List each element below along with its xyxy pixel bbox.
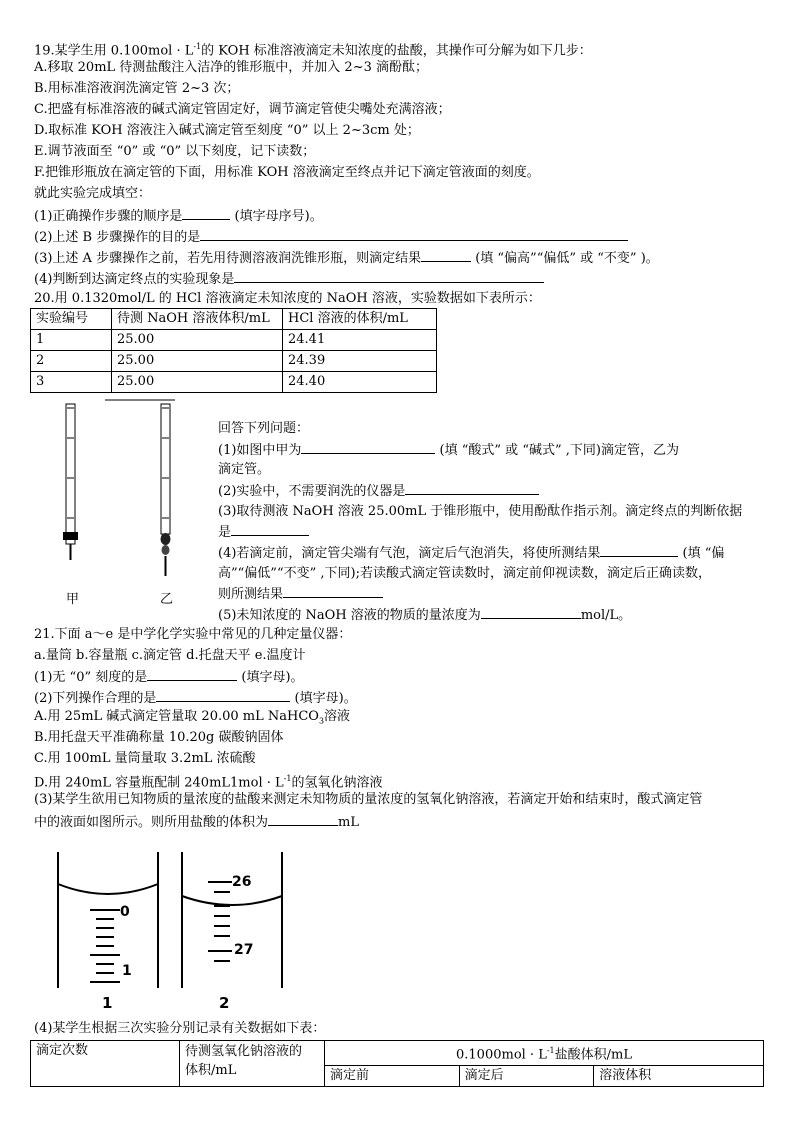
burette-level-2: [182, 852, 282, 988]
table-row: [31, 351, 437, 372]
q20-sub1: (1)如图中甲为 (填 “酸式” 或 “碱式” ,下同)滴定管，乙为: [218, 440, 679, 460]
table-cell: 25.00: [112, 351, 283, 372]
fig2-mark-27: 27: [234, 942, 254, 958]
meniscus-icon: [182, 896, 282, 905]
q21-intro: 21.下面 a～e 是中学化学实验中常见的几种定量仪器：: [34, 627, 352, 642]
q19-step-c: C.把盛有标准溶液的碱式滴定管固定好，调节滴定管使尖嘴处充满溶液；: [34, 102, 451, 117]
q19-sub3: (3)上述 A 步骤操作之前，若先用待测溶液润洗锥形瓶，则滴定结果 (填 “偏高”“偏低” 或 “不变” )。: [34, 248, 659, 268]
q20-sub4: (4)若滴定前，滴定管尖端有气泡，滴定后气泡消失，将使所测结果 (填 “偏: [218, 543, 724, 563]
table-header: 实验编号: [31, 309, 112, 330]
q21-sub3: (3)某学生欲用已知物质的量浓度的盐酸来测定未知物质的量浓度的氢氧化钠溶液，若滴定开始和结束时，酸式滴定管: [34, 792, 703, 807]
stopcock-icon: [63, 532, 78, 540]
q20-sub3-cont: 是: [218, 522, 309, 542]
q19-sub2: (2)上述 B 步骤操作的目的是: [34, 227, 628, 247]
q19-step-e: E.调节液面至 “0” 或 “0” 以下刻度，记下读数；: [34, 144, 316, 159]
base-burette-yi: [161, 404, 171, 576]
q19-step-d: D.取标准 KOH 溶液注入碱式滴定管至刻度 “0” 以上 2~3cm 处；: [34, 123, 420, 138]
answer-blank[interactable]: [421, 248, 471, 262]
q21-option-c: C.用 100mL 量筒量取 3.2mL 浓硫酸: [34, 751, 256, 766]
q21-data-table: [30, 1040, 764, 1087]
acid-burette-jia: [63, 404, 78, 560]
label-yi: 乙: [160, 592, 174, 607]
answer-blank[interactable]: [231, 522, 309, 536]
q20-sub4-cont2: 则所测结果: [218, 584, 383, 604]
table-cell: 2: [31, 351, 112, 372]
answer-blank[interactable]: [405, 481, 539, 495]
table-row: [31, 330, 437, 351]
table-header: 滴定次数: [31, 1041, 180, 1087]
answer-blank[interactable]: [301, 440, 435, 454]
liquid-level-figure: [50, 848, 290, 1013]
table-cell: 25.00: [112, 372, 283, 393]
label-jia: 甲: [66, 592, 80, 607]
q19-step-b: B.用标准溶液润洗滴定管 2~3 次；: [34, 81, 240, 96]
meniscus-icon: [58, 884, 158, 894]
table-row: [31, 372, 437, 393]
q20-sub1-cont: 滴定管。: [218, 462, 271, 477]
table-header: 滴定后: [459, 1066, 594, 1087]
table-header-row: [31, 1041, 764, 1066]
q19-step-f: F.把锥形瓶放在滴定管的下面，用标准 KOH 溶液滴定至终点并记下滴定管液面的刻度。: [34, 165, 540, 180]
answer-blank[interactable]: [481, 605, 581, 619]
q19-step-a: A.移取 20mL 待测盐酸注入洁净的锥形瓶中，并加入 2~3 滴酚酞；: [34, 60, 428, 75]
q21-sub1: (1)无 “0” 刻度的是 (填字母)。: [34, 667, 304, 687]
answer-blank[interactable]: [234, 269, 544, 283]
table-header: 待测氢氧化钠溶液的 体积/mL: [180, 1041, 325, 1087]
fig2-label: 2: [219, 994, 230, 1012]
q19-intro: 19.某学生用 $0.100mol \cdot L^{-1}$的 KOH 标准溶液滴定未知浓度的盐酸，其操作可分解为如下几步：: [34, 42, 592, 59]
table-header: 待测 NaOH 溶液体积/mL: [112, 309, 283, 330]
q20-answer-prompt: 回答下列问题：: [218, 421, 310, 436]
burette-level-1: [58, 852, 158, 988]
burette-figure: [55, 398, 205, 608]
answer-blank[interactable]: [600, 543, 678, 557]
table-cell: 24.39: [283, 351, 437, 372]
q21-option-d: D.用 240mL 容量瓶配制 $240mL1mol \cdot L^{-1}$的氢氧化钠溶液: [34, 774, 383, 791]
table-cell: 3: [31, 372, 112, 393]
answer-blank[interactable]: [182, 206, 230, 220]
answer-blank[interactable]: [200, 227, 628, 241]
answer-blank[interactable]: [268, 812, 338, 826]
q21-sub3-cont: 中的液面如图所示。则所用盐酸的体积为 mL: [34, 812, 359, 832]
rubber-tube-icon: [161, 533, 171, 545]
q21-sub4: (4)某学生根据三次实验分别记录有关数据如下表：: [34, 1021, 326, 1036]
answer-blank[interactable]: [156, 688, 290, 702]
answer-blank[interactable]: [147, 667, 237, 681]
table-header: $0.1000mol \cdot L^{-1}$盐酸体积/mL: [325, 1041, 764, 1066]
table-header: 滴定前: [325, 1066, 460, 1087]
q20-sub2: (2)实验中，不需要润洗的仪器是: [218, 481, 539, 501]
q19-sub4: (4)判断到达滴定终点的实验现象是: [34, 269, 544, 289]
table-cell: 25.00: [112, 330, 283, 351]
q20-sub4-cont: 高”“偏低”“不变” ,下同);若读酸式滴定管读数时，滴定前仰视读数，滴定后正确读数，: [218, 566, 711, 581]
q20-sub3: (3)取待测液 NaOH 溶液 25.00mL 于锥形瓶中，使用酚酞作指示剂。滴定终点的判断依据: [218, 504, 743, 519]
q21-option-b: B.用托盘天平准确称量 10.20g 碳酸钠固体: [34, 730, 284, 745]
fig2-mark-26: 26: [232, 874, 252, 890]
fig1-mark-1: 1: [122, 963, 132, 979]
q20-sub5: (5)未知浓度的 NaOH 溶液的物质的量浓度为 mol/L。: [218, 605, 631, 625]
q20-intro: 20.用 0.1320mol/L 的 HCl 溶液滴定未知浓度的 NaOH 溶液，实验数据如下表所示：: [34, 291, 541, 306]
table-header-row: [31, 309, 437, 330]
q21-sub2: (2)下列操作合理的是 (填字母)。: [34, 688, 357, 708]
q19-sub1: (1)正确操作步骤的顺序是 (填字母序号)。: [34, 206, 323, 226]
q21-option-a: A.用 25mL 碱式滴定管量取 20.00 mL NaHCO$_3$溶液: [34, 709, 351, 726]
table-cell: 24.41: [283, 330, 437, 351]
fig1-mark-0: 0: [120, 904, 130, 920]
table-header: HCl 溶液的体积/mL: [283, 309, 437, 330]
fig1-label: 1: [102, 994, 113, 1012]
answer-blank[interactable]: [283, 584, 383, 598]
q19-fill-prompt: 就此实验完成填空：: [34, 186, 152, 201]
q21-items: a.量筒 b.容量瓶 c.滴定管 d.托盘天平 e.温度计: [34, 648, 306, 663]
table-header: 溶液体积: [594, 1066, 764, 1087]
q20-data-table: [30, 308, 437, 393]
table-cell: 1: [31, 330, 112, 351]
table-cell: 24.40: [283, 372, 437, 393]
